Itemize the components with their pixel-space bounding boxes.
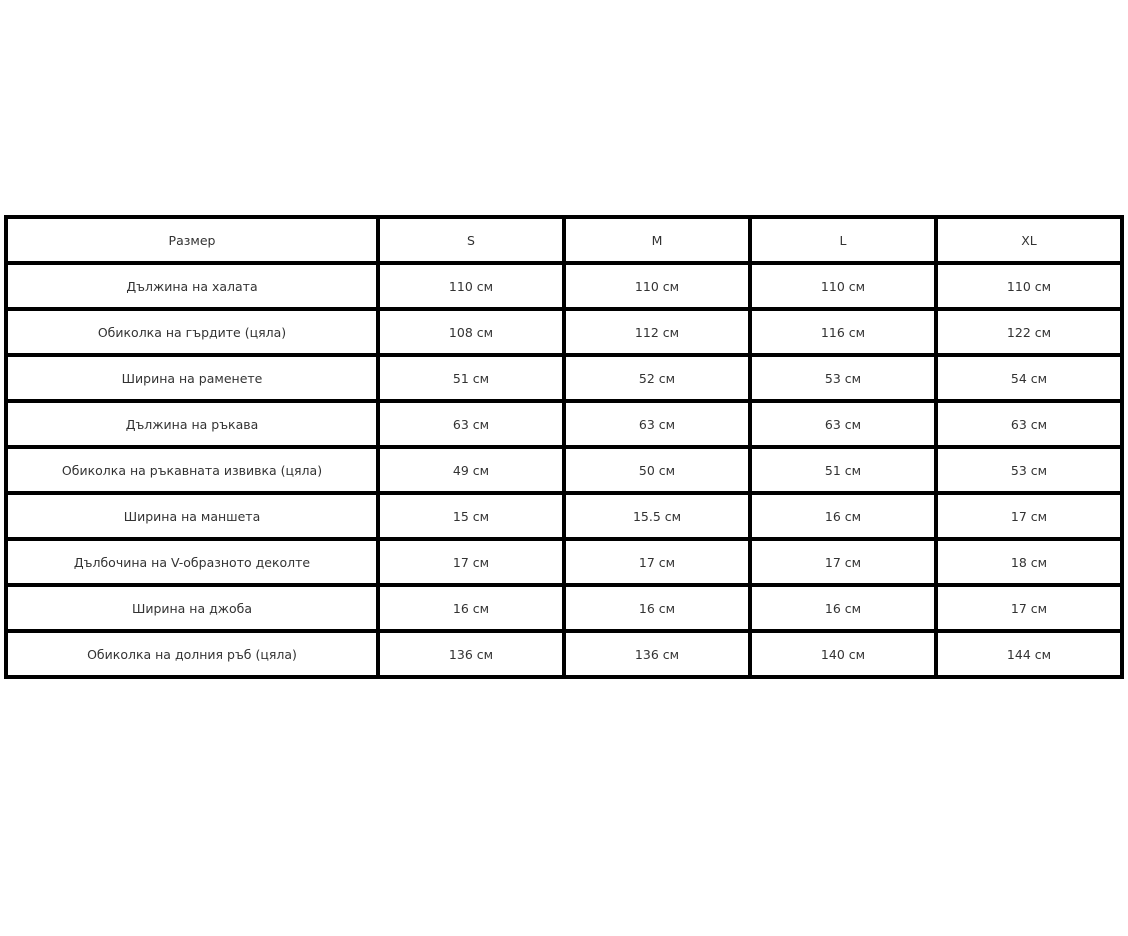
table-cell: 116 см bbox=[750, 309, 936, 355]
table-cell: 15 см bbox=[378, 493, 564, 539]
table-row bbox=[6, 309, 1122, 355]
header-cell: M bbox=[564, 217, 750, 263]
table-cell: 140 см bbox=[750, 631, 936, 677]
table-cell: 52 см bbox=[564, 355, 750, 401]
table-cell: 17 см bbox=[750, 539, 936, 585]
table-cell: 122 см bbox=[936, 309, 1122, 355]
table-row bbox=[6, 539, 1122, 585]
table-cell: 49 см bbox=[378, 447, 564, 493]
table-row bbox=[6, 355, 1122, 401]
table-cell: 17 см bbox=[378, 539, 564, 585]
table-row bbox=[6, 447, 1122, 493]
table-cell: 16 см bbox=[750, 585, 936, 631]
table-cell: 17 см bbox=[936, 585, 1122, 631]
table-cell: 136 см bbox=[378, 631, 564, 677]
row-label: Дължина на халата bbox=[6, 263, 378, 309]
header-cell: L bbox=[750, 217, 936, 263]
table-cell: 53 см bbox=[750, 355, 936, 401]
row-label: Обиколка на ръкавната извивка (цяла) bbox=[6, 447, 378, 493]
table-row bbox=[6, 631, 1122, 677]
table-row bbox=[6, 585, 1122, 631]
table-cell: 136 см bbox=[564, 631, 750, 677]
table-cell: 15.5 см bbox=[564, 493, 750, 539]
table-cell: 17 см bbox=[936, 493, 1122, 539]
table-row bbox=[6, 263, 1122, 309]
row-label: Дължина на ръкава bbox=[6, 401, 378, 447]
table-row bbox=[6, 493, 1122, 539]
header-cell: S bbox=[378, 217, 564, 263]
table-cell: 50 см bbox=[564, 447, 750, 493]
row-label: Ширина на джоба bbox=[6, 585, 378, 631]
table-cell: 17 см bbox=[564, 539, 750, 585]
table-cell: 18 см bbox=[936, 539, 1122, 585]
table-cell: 16 см bbox=[750, 493, 936, 539]
table-row bbox=[6, 401, 1122, 447]
row-label: Ширина на маншета bbox=[6, 493, 378, 539]
table-cell: 144 см bbox=[936, 631, 1122, 677]
table-cell: 53 см bbox=[936, 447, 1122, 493]
table-cell: 110 см bbox=[564, 263, 750, 309]
table-cell: 110 см bbox=[936, 263, 1122, 309]
table-header-row bbox=[6, 217, 1122, 263]
size-chart-table bbox=[4, 215, 1124, 679]
row-label: Ширина на раменете bbox=[6, 355, 378, 401]
table-cell: 63 см bbox=[750, 401, 936, 447]
table-cell: 108 см bbox=[378, 309, 564, 355]
table-cell: 54 см bbox=[936, 355, 1122, 401]
table-cell: 63 см bbox=[936, 401, 1122, 447]
table-cell: 110 см bbox=[750, 263, 936, 309]
table-cell: 16 см bbox=[378, 585, 564, 631]
table-cell: 63 см bbox=[378, 401, 564, 447]
header-cell: Размер bbox=[6, 217, 378, 263]
header-cell: XL bbox=[936, 217, 1122, 263]
row-label: Обиколка на долния ръб (цяла) bbox=[6, 631, 378, 677]
table-cell: 110 см bbox=[378, 263, 564, 309]
table-cell: 63 см bbox=[564, 401, 750, 447]
table-cell: 51 см bbox=[378, 355, 564, 401]
table-cell: 112 см bbox=[564, 309, 750, 355]
table-cell: 51 см bbox=[750, 447, 936, 493]
table-cell: 16 см bbox=[564, 585, 750, 631]
row-label: Обиколка на гърдите (цяла) bbox=[6, 309, 378, 355]
row-label: Дълбочина на V-образното деколте bbox=[6, 539, 378, 585]
